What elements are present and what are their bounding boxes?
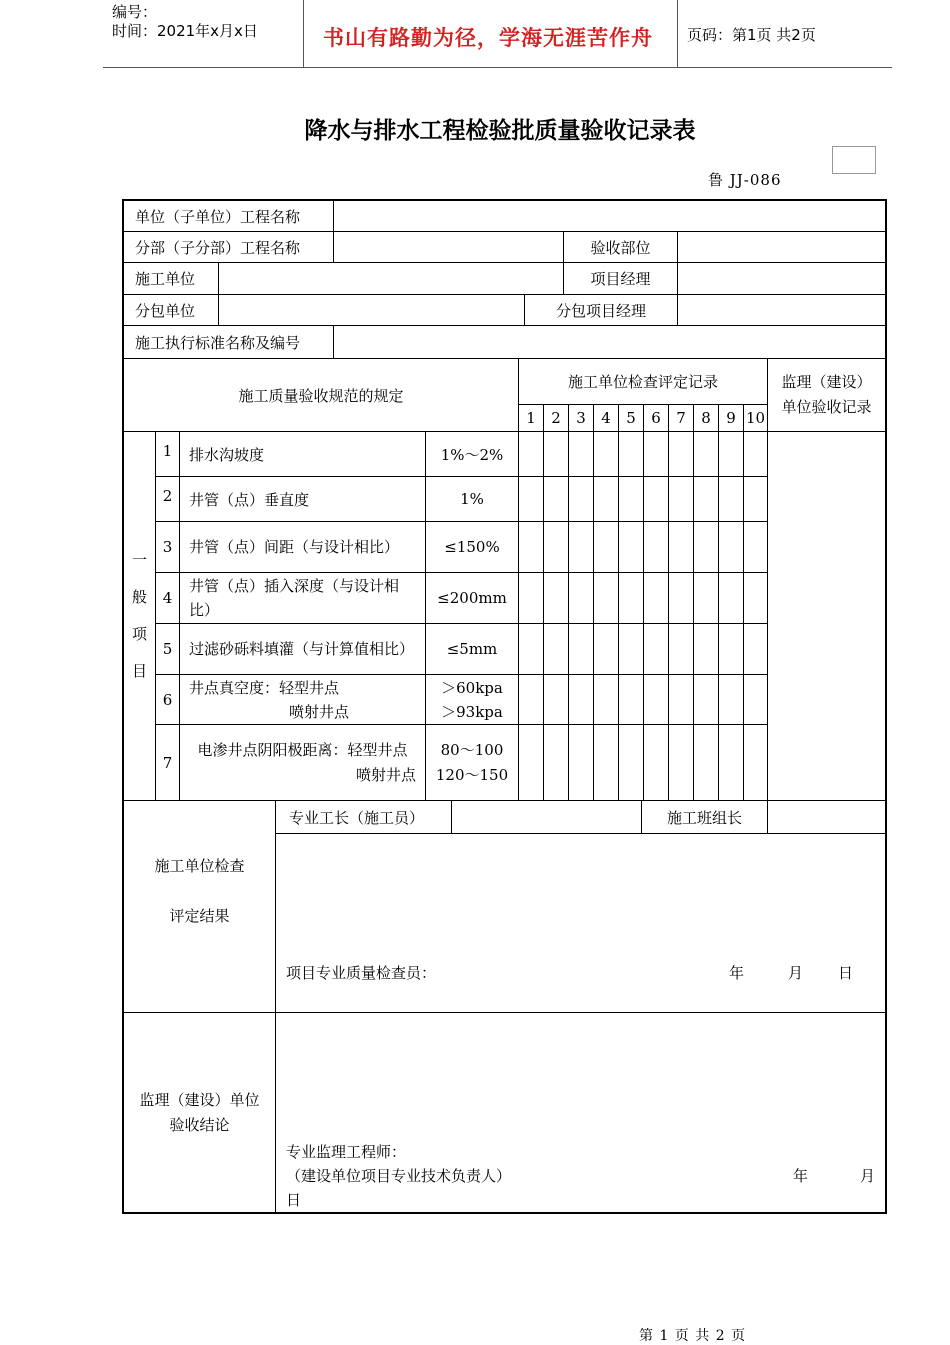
unit-project-field[interactable] xyxy=(333,200,886,232)
check-cell[interactable] xyxy=(518,476,544,522)
check-cell[interactable] xyxy=(593,572,619,624)
check-cell[interactable] xyxy=(743,623,768,675)
check-cell[interactable] xyxy=(568,724,594,801)
supervisor-record-header xyxy=(767,358,886,432)
item-number: 4 xyxy=(155,572,180,624)
check-cell[interactable] xyxy=(518,674,544,725)
check-cell[interactable] xyxy=(668,724,694,801)
accept-part-label: 验收部位 xyxy=(563,231,678,263)
item-value: 1% xyxy=(425,476,519,522)
accept-part-field[interactable] xyxy=(677,231,886,263)
doc-time-label: 时间：2021年x月x日 xyxy=(112,22,258,40)
check-cell[interactable] xyxy=(618,674,644,725)
item-number: 1 xyxy=(155,431,180,477)
item-value xyxy=(425,674,519,725)
check-cell[interactable] xyxy=(743,476,768,522)
check-record-header: 施工单位检查评定记录 xyxy=(518,358,768,405)
check-cell[interactable] xyxy=(718,674,744,725)
result-day-label: 日 xyxy=(838,964,854,982)
check-cell[interactable] xyxy=(718,623,744,675)
check-cell[interactable] xyxy=(593,476,619,522)
check-cell[interactable] xyxy=(518,572,544,624)
check-cell[interactable] xyxy=(593,431,619,477)
check-cell[interactable] xyxy=(518,724,544,801)
subcontractor-label: 分包单位 xyxy=(123,294,219,326)
check-cell[interactable] xyxy=(743,572,768,624)
stamp-box xyxy=(832,146,876,174)
check-cell[interactable] xyxy=(643,724,669,801)
conclusion-field[interactable] xyxy=(275,1012,886,1214)
item-value: 1%～2% xyxy=(425,431,519,477)
project-manager-label: 项目经理 xyxy=(563,262,678,295)
header-separator-1 xyxy=(303,0,304,67)
sub-project-manager-label: 分包项目经理 xyxy=(524,294,678,326)
team-leader-label: 施工班组长 xyxy=(641,800,768,834)
page-info: 页码：第1页 共2页 xyxy=(687,26,816,44)
check-column-number: 9 xyxy=(718,404,744,432)
check-column-number: 2 xyxy=(543,404,569,432)
item-name: 过滤砂砾料填灌（与计算值相比） xyxy=(179,623,426,675)
item-number: 5 xyxy=(155,623,180,675)
check-cell[interactable] xyxy=(543,674,569,725)
item-value-line: ＞93kpa xyxy=(441,702,503,721)
check-cell[interactable] xyxy=(643,476,669,522)
item-value-line: 80～100 xyxy=(440,740,504,759)
check-cell[interactable] xyxy=(543,476,569,522)
item-name-line: 电渗井点阴阳极距离：轻型井点 xyxy=(197,740,408,759)
check-column-number: 4 xyxy=(593,404,619,432)
check-cell[interactable] xyxy=(618,521,644,573)
check-cell[interactable] xyxy=(643,674,669,725)
item-name: 井管（点）垂直度 xyxy=(179,476,426,522)
sub-project-label: 分部（子分部）工程名称 xyxy=(123,231,334,263)
check-column-number: 7 xyxy=(668,404,694,432)
item-value: ≤150% xyxy=(425,521,519,573)
spec-header: 施工质量验收规范的规定 xyxy=(123,358,519,432)
check-cell[interactable] xyxy=(693,431,719,477)
page-title: 降水与排水工程检验批质量验收记录表 xyxy=(304,118,696,144)
conclusion-year-label: 年 xyxy=(793,1167,809,1185)
check-cell[interactable] xyxy=(693,521,719,573)
foreman-label: 专业工长（施工员） xyxy=(275,800,452,834)
check-cell[interactable] xyxy=(593,674,619,725)
unit-project-label: 单位（子单位）工程名称 xyxy=(123,200,334,232)
check-cell[interactable] xyxy=(743,521,768,573)
check-cell[interactable] xyxy=(643,431,669,477)
item-name: 井管（点）间距（与设计相比） xyxy=(179,521,426,573)
item-name: 井管（点）插入深度（与设计相比） xyxy=(179,572,426,624)
standard-label: 施工执行标准名称及编号 xyxy=(123,325,334,359)
conclusion-month-label: 月 xyxy=(860,1167,876,1185)
check-result-label-line-2: 评定结果 xyxy=(169,907,230,925)
check-cell[interactable] xyxy=(743,674,768,725)
check-cell[interactable] xyxy=(518,521,544,573)
check-cell[interactable] xyxy=(718,476,744,522)
item-name-line: 井点真空度：轻型井点 xyxy=(189,678,340,697)
check-cell[interactable] xyxy=(718,521,744,573)
check-cell[interactable] xyxy=(568,674,594,725)
check-cell[interactable] xyxy=(593,724,619,801)
item-value: ≤5mm xyxy=(425,623,519,675)
check-column-number: 8 xyxy=(693,404,719,432)
check-cell[interactable] xyxy=(518,623,544,675)
check-column-number: 5 xyxy=(618,404,644,432)
item-value-line: 120～150 xyxy=(435,765,509,784)
general-category-char: 目 xyxy=(131,662,147,680)
check-cell[interactable] xyxy=(668,476,694,522)
check-cell[interactable] xyxy=(743,724,768,801)
contractor-label: 施工单位 xyxy=(123,262,219,295)
check-cell[interactable] xyxy=(618,476,644,522)
item-name-line: 喷射井点 xyxy=(355,765,416,784)
item-value xyxy=(425,724,519,801)
check-cell[interactable] xyxy=(518,431,544,477)
general-category xyxy=(123,431,156,801)
check-cell[interactable] xyxy=(643,572,669,624)
check-cell[interactable] xyxy=(543,724,569,801)
check-cell[interactable] xyxy=(543,572,569,624)
check-cell[interactable] xyxy=(618,431,644,477)
check-column-number: 6 xyxy=(643,404,669,432)
form-code: 鲁 JJ-086 xyxy=(708,171,782,189)
check-cell[interactable] xyxy=(668,431,694,477)
check-cell[interactable] xyxy=(743,431,768,477)
standard-field[interactable] xyxy=(333,325,886,359)
check-cell[interactable] xyxy=(643,521,669,573)
contractor-field[interactable] xyxy=(218,262,564,295)
check-cell[interactable] xyxy=(693,724,719,801)
check-cell[interactable] xyxy=(693,476,719,522)
item-number: 3 xyxy=(155,521,180,573)
item-value-line: ＞60kpa xyxy=(441,678,503,697)
conclusion-label xyxy=(123,1012,276,1214)
supervisor-header-line-2: 单位验收记录 xyxy=(781,398,872,416)
check-cell[interactable] xyxy=(568,476,594,522)
check-cell[interactable] xyxy=(718,724,744,801)
motto-text: 书山有路勤为径，学海无涯苦作舟 xyxy=(323,26,653,50)
check-cell[interactable] xyxy=(543,521,569,573)
item-value: ≤200mm xyxy=(425,572,519,624)
supervisor-header-line-1: 监理（建设） xyxy=(781,373,872,391)
check-cell[interactable] xyxy=(718,431,744,477)
check-cell[interactable] xyxy=(593,623,619,675)
check-cell[interactable] xyxy=(618,572,644,624)
subcontractor-field[interactable] xyxy=(218,294,525,326)
item-name xyxy=(179,674,426,725)
check-cell[interactable] xyxy=(668,521,694,573)
sub-project-manager-field[interactable] xyxy=(677,294,886,326)
page-footer: 第 1 页 共 2 页 xyxy=(639,1328,747,1344)
check-cell[interactable] xyxy=(618,724,644,801)
item-number: 7 xyxy=(155,724,180,801)
check-cell[interactable] xyxy=(618,623,644,675)
header-separator-2 xyxy=(677,0,678,67)
check-column-number: 3 xyxy=(568,404,594,432)
check-cell[interactable] xyxy=(568,623,594,675)
inspector-label: 项目专业质量检查员： xyxy=(286,964,437,982)
check-cell[interactable] xyxy=(718,572,744,624)
header-divider xyxy=(103,67,892,68)
check-cell[interactable] xyxy=(568,572,594,624)
check-cell[interactable] xyxy=(668,674,694,725)
team-leader-field[interactable] xyxy=(767,800,886,834)
check-column-number: 1 xyxy=(518,404,544,432)
item-name: 排水沟坡度 xyxy=(179,431,426,477)
check-result-field[interactable] xyxy=(275,833,886,1013)
result-month-label: 月 xyxy=(788,964,804,982)
check-cell[interactable] xyxy=(693,572,719,624)
check-cell[interactable] xyxy=(693,674,719,725)
general-category-char: 一 xyxy=(131,551,147,569)
general-category-char: 般 xyxy=(131,588,147,606)
doc-number-label: 编号： xyxy=(112,3,158,21)
engineer-label: 专业监理工程师： xyxy=(286,1143,407,1161)
result-year-label: 年 xyxy=(729,964,745,982)
check-cell[interactable] xyxy=(568,431,594,477)
check-column-number: 10 xyxy=(743,404,768,432)
item-number: 2 xyxy=(155,476,180,522)
project-manager-field[interactable] xyxy=(677,262,886,295)
item-name xyxy=(179,724,426,801)
conclusion-label-line-1: 监理（建设）单位 xyxy=(139,1091,260,1109)
general-category-char: 项 xyxy=(131,625,147,643)
foreman-field[interactable] xyxy=(451,800,642,834)
conclusion-label-line-2: 验收结论 xyxy=(169,1116,230,1134)
item-number: 6 xyxy=(155,674,180,725)
owner-rep-label: （建设单位项目专业技术负责人） xyxy=(286,1167,512,1185)
check-cell[interactable] xyxy=(568,521,594,573)
supervisor-record-field[interactable] xyxy=(767,431,886,801)
check-cell[interactable] xyxy=(643,623,669,675)
check-cell[interactable] xyxy=(543,431,569,477)
check-cell[interactable] xyxy=(668,623,694,675)
conclusion-day-label: 日 xyxy=(286,1191,302,1209)
sub-project-field[interactable] xyxy=(333,231,564,263)
check-result-label xyxy=(123,800,276,1013)
check-result-label-line-1: 施工单位检查 xyxy=(154,857,245,875)
check-cell[interactable] xyxy=(693,623,719,675)
check-cell[interactable] xyxy=(668,572,694,624)
check-cell[interactable] xyxy=(543,623,569,675)
check-cell[interactable] xyxy=(593,521,619,573)
item-name-line: 喷射井点 xyxy=(289,702,350,721)
